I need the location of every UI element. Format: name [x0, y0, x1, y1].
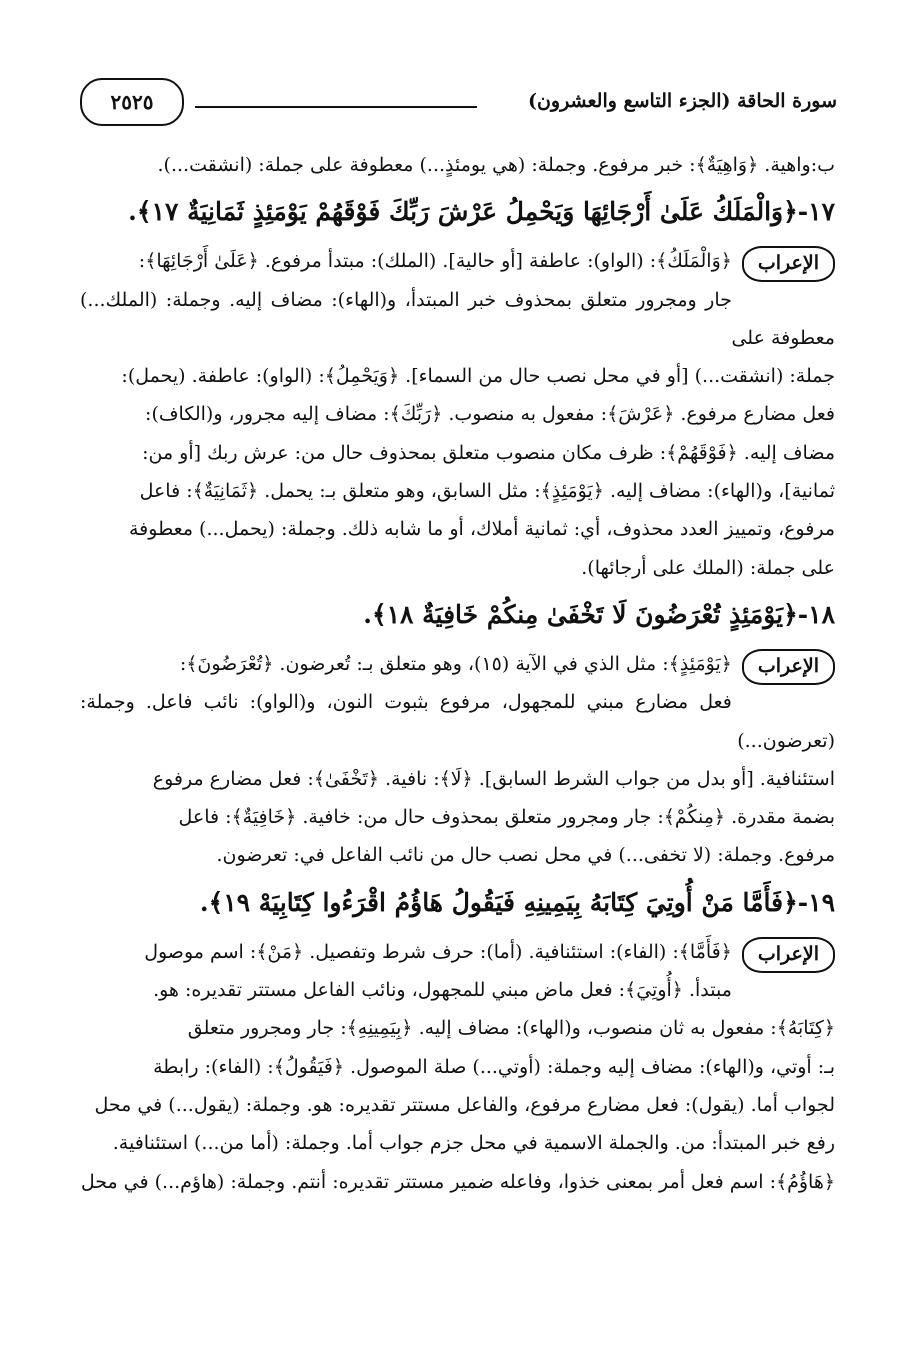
line-text: مرفوع. وجملة: (لا تخفى...) في محل نصب حال من نائب الفاعل في: تعرضون. — [216, 844, 835, 867]
irab-label: الإعراب — [742, 246, 835, 282]
line-text: على جملة: (الملك على أرجائها). — [581, 556, 835, 579]
line-text: ﴿وَالْمَلَكُ﴾: (الواو): عاطفة [أو حالية]. (الملك): مبتدأ مرفوع. ﴿عَلَىٰ أَرْجَائِهَا﴾: — [138, 250, 732, 273]
text-line — [80, 683, 835, 760]
line-text: فعل مضارع مبني للمجهول، مرفوع بثبوت النون، و(الواو): نائب فاعل. وجملة: (تعرضون...) — [80, 691, 835, 752]
line-text: استئنافية. [أو بدل من جواب الشرط السابق]. ﴿لَا﴾: نافية. ﴿تَخْفَىٰ﴾: فعل مضارع مرفوع — [152, 767, 835, 790]
line-text: ب:واهية. ﴿وَاهِيَةٌ﴾: خبر مرفوع. وجملة: (هي يومئذٍ...) معطوفة على جملة: (انشقت...). — [157, 154, 835, 176]
line-text: مبتدأ. ﴿أُوتِيَ﴾: فعل ماض مبني للمجهول، ونائب الفاعل مستتر تقديره: هو. — [153, 979, 732, 1002]
line-text: جار ومجرور متعلق بمحذوف خبر المبتدأ، و(الهاء): مضاف إليه. وجملة: (الملك...) معطوفة على — [80, 288, 835, 349]
line-text: ﴿كِتَابَهُ﴾: مفعول به ثان منصوب، و(الهاء): مضاف إليه. ﴿بِيَمِينِهِ﴾: جار ومجرور متعلق — [187, 1017, 835, 1040]
text-line — [80, 760, 835, 798]
page-number: ٢٥٢٥ — [80, 78, 184, 126]
verse-block — [80, 595, 835, 635]
paragraph-block — [80, 146, 835, 184]
line-text: بضمة مقدرة. ﴿مِنكُمْ﴾: جار ومجرور متعلق بمحذوف حال من: خافية. ﴿خَافِيَةٌ﴾: فاعل — [178, 806, 835, 829]
irab-block — [80, 645, 835, 875]
line-text: ثمانية]، و(الهاء): مضاف إليه. ﴿يَوْمَئِذٍ﴾: مثل السابق، وهو متعلق بـ: يحمل. ﴿ثَمَانِيَةٌ﴾: فاعل — [139, 480, 835, 503]
line-text: ﴿يَوْمَئِذٍ﴾: مثل الذي في الآية (١٥)، وهو متعلق بـ: تُعرضون. ﴿تُعْرَضُونَ﴾: — [179, 652, 732, 675]
line-text: ﴿هَاؤُمُ﴾: اسم فعل أمر بمعنى خذوا، وفاعله ضمير مستتر تقديره: أنتم. وجملة: (هاؤم...) في محل — [80, 1170, 835, 1193]
verse-block — [80, 192, 835, 232]
text-line — [80, 1048, 835, 1086]
text-line — [80, 242, 835, 280]
header-rule — [195, 106, 477, 108]
text-line — [80, 1124, 835, 1162]
text-line — [80, 281, 835, 358]
line-text: مرفوع، وتمييز العدد محذوف، أي: ثمانية أملاك، أو ما شابه ذلك. وجملة: (يحمل...) معطوفة — [128, 518, 835, 541]
text-line — [80, 357, 835, 395]
irab-block — [80, 933, 835, 1201]
text-line — [80, 933, 835, 971]
text-line — [80, 836, 835, 874]
text-line — [80, 798, 835, 836]
page-body — [80, 146, 835, 1205]
line-text: فعل مضارع مرفوع. ﴿عَرْشَ﴾: مفعول به منصوب. ﴿رَبِّكَ﴾: مضاف إليه مجرور، و(الكاف): — [145, 403, 835, 426]
line-text: مضاف إليه. ﴿فَوْقَهُمْ﴾: ظرف مكان منصوب متعلق بمحذوف حال من: عرش ربك [أو من: — [142, 441, 835, 464]
line-text: ﴿فَأَمَّا﴾: (الفاء): استئنافية. (أما): حرف شرط وتفصيل. ﴿مَنْ﴾: اسم موصول — [144, 940, 732, 963]
irab-block — [80, 242, 835, 587]
text-line — [80, 971, 835, 1009]
text-line — [80, 645, 835, 683]
line-text: رفع خبر المبتدأ: من. والجملة الاسمية في محل جزم جواب أما. وجملة: (أما من...) استئنافية. — [112, 1132, 835, 1155]
page-header — [80, 76, 837, 128]
line-text: لجواب أما. (يقول): فعل مضارع مرفوع، والفاعل مستتر تقديره: هو. وجملة: (يقول...) في محل — [94, 1093, 835, 1116]
quran-verse: ١٧-﴿وَالْمَلَكُ عَلَىٰ أَرْجَائِهَا وَيَحْمِلُ عَرْشَ رَبِّكَ فَوْقَهُمْ يَوْمَئِذٍ ثَمَانِيَةٌ ١٧﴾. — [128, 197, 835, 227]
text-line — [80, 1163, 835, 1201]
text-line — [80, 1009, 835, 1047]
text-line — [80, 510, 835, 548]
quran-verse: ١٩-﴿فَأَمَّا مَنْ أُوتِيَ كِتَابَهُ بِيَمِينِهِ فَيَقُولُ هَاؤُمُ اقْرَءُوا كِتَابِيَهْ ١٩﴾. — [199, 887, 835, 917]
text-line — [80, 549, 835, 587]
verse-block — [80, 883, 835, 923]
text-line — [80, 472, 835, 510]
text-line — [80, 395, 835, 433]
text-line — [80, 1086, 835, 1124]
irab-label: الإعراب — [742, 937, 835, 973]
running-title: سورة الحاقة (الجزء التاسع والعشرون) — [527, 90, 837, 112]
text-line — [80, 146, 835, 184]
line-text: جملة: (انشقت...) [أو في محل نصب حال من السماء]. ﴿وَيَحْمِلُ﴾: (الواو): عاطفة. (يحمل): — [121, 365, 835, 388]
text-line — [80, 434, 835, 472]
line-text: بـ: أوتي، و(الهاء): مضاف إليه وجملة: (أوتي...) صلة الموصول. ﴿فَيَقُولُ﴾: (الفاء): رابطة — [153, 1055, 835, 1078]
quran-verse: ١٨-﴿يَوْمَئِذٍ تُعْرَضُونَ لَا تَخْفَىٰ مِنكُمْ خَافِيَةٌ ١٨﴾. — [363, 599, 835, 629]
irab-label: الإعراب — [742, 649, 835, 685]
